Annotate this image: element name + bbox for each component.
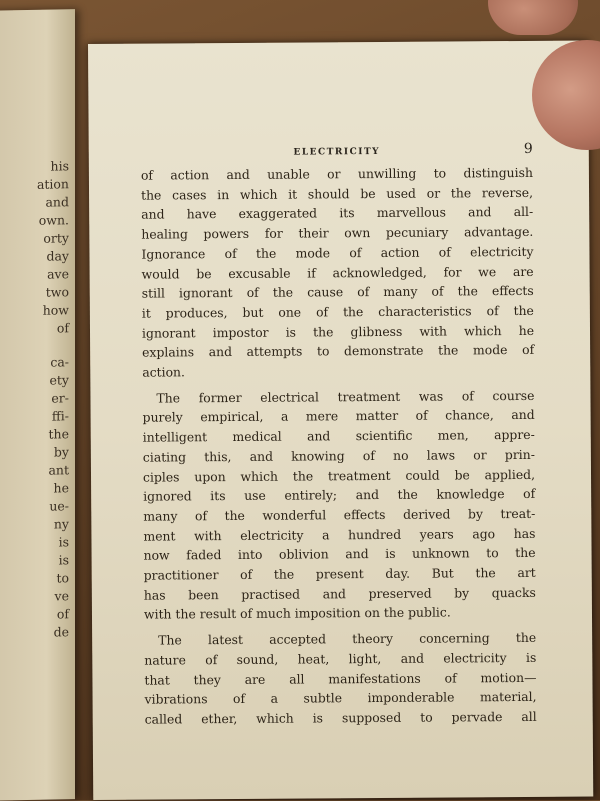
running-title: ELECTRICITY: [293, 146, 381, 158]
text-line: practitioner of the present day. But the art: [143, 564, 536, 583]
page-number: 9: [523, 140, 533, 157]
left-fragment: of: [56, 320, 69, 336]
left-fragment: ca-: [50, 354, 69, 370]
text-line: Ignorance of the mode of action of electricity: [141, 243, 534, 262]
text-line: ignored its use entirely; and the knowledge of: [143, 486, 536, 504]
text-line: and have exaggerated its marvellous and all-: [141, 204, 534, 223]
text-line: has been practised and preserved by quacks: [143, 584, 536, 603]
left-fragment: own.: [38, 212, 69, 228]
left-fragment: his: [50, 158, 69, 174]
left-fragment: is: [58, 534, 69, 550]
left-fragment: how: [42, 302, 69, 318]
page-header: [141, 141, 533, 164]
text-line: explains and attempts to demonstrate the mode of: [142, 342, 535, 360]
text-line: would be excusable if acknowledged, for we are: [141, 263, 534, 282]
left-fragment: ety: [49, 372, 69, 388]
left-page: [0, 9, 75, 801]
left-fragment: of: [56, 606, 69, 622]
body-text: [141, 163, 537, 735]
left-fragment: ffi-: [51, 408, 69, 424]
left-fragment: is: [58, 552, 69, 568]
text-line: vibrations of a subtle imponderable material,: [144, 689, 537, 707]
left-fragment: de: [53, 624, 69, 640]
text-line: purely empirical, a mere matter of chance, and: [142, 407, 535, 426]
text-line: it produces, but one of the characteristics of the: [141, 302, 534, 321]
left-fragment: two: [45, 284, 69, 300]
left-page-text: [37, 157, 69, 642]
text-line: the cases in which it should be used or the reverse,: [141, 184, 534, 203]
text-line: that they are all manifestations of motion—: [144, 669, 537, 688]
left-fragment: ation: [36, 176, 69, 192]
text-line: of action and unable or unwilling to distinguish: [140, 164, 533, 183]
left-fragment: to: [56, 570, 69, 586]
right-page: [88, 41, 593, 800]
text-line: called ether, which is supposed to pervade all: [144, 708, 537, 727]
left-fragment: by: [53, 444, 69, 460]
left-fragment: day: [46, 248, 69, 264]
paragraph: [144, 628, 537, 729]
text-line: action.: [142, 364, 185, 380]
text-line: intelligent medical and scientific men, appre-: [142, 427, 535, 445]
paragraph: [141, 163, 535, 382]
left-fragment: and: [45, 194, 69, 210]
text-line: The latest accepted theory concerning the: [158, 630, 537, 648]
left-fragment: ave: [47, 266, 69, 282]
paragraph: [142, 386, 536, 625]
left-fragment: ue-: [49, 498, 69, 514]
text-line: The former electrical treatment was of course: [156, 387, 535, 406]
text-line: ciating this, and knowing of no laws or prin-: [142, 446, 535, 465]
left-fragment: orty: [43, 230, 69, 246]
left-fragment: the: [48, 426, 69, 442]
text-line: still ignorant of the cause of many of the effects: [141, 283, 534, 301]
text-line: nature of sound, heat, light, and electricity is: [144, 649, 537, 668]
text-line: ment with electricity a hundred years ago has: [143, 525, 536, 544]
text-line: ignorant impostor is the glibness with which he: [141, 322, 535, 341]
left-fragment: ve: [54, 588, 69, 604]
left-fragment: ny: [53, 516, 69, 532]
text-line: with the result of much imposition on the public.: [143, 604, 451, 623]
left-fragment: er-: [51, 390, 69, 406]
left-fragment: he: [53, 480, 69, 496]
text-line: many of the wonderful effects derived by treat-: [143, 505, 536, 524]
text-line: now faded into oblivion and is unknown to the: [143, 545, 536, 563]
text-line: healing powers for their own pecuniary advantage.: [141, 224, 534, 242]
text-line: ciples upon which the treatment could be applied,: [142, 466, 536, 485]
left-fragment: ant: [48, 462, 69, 478]
